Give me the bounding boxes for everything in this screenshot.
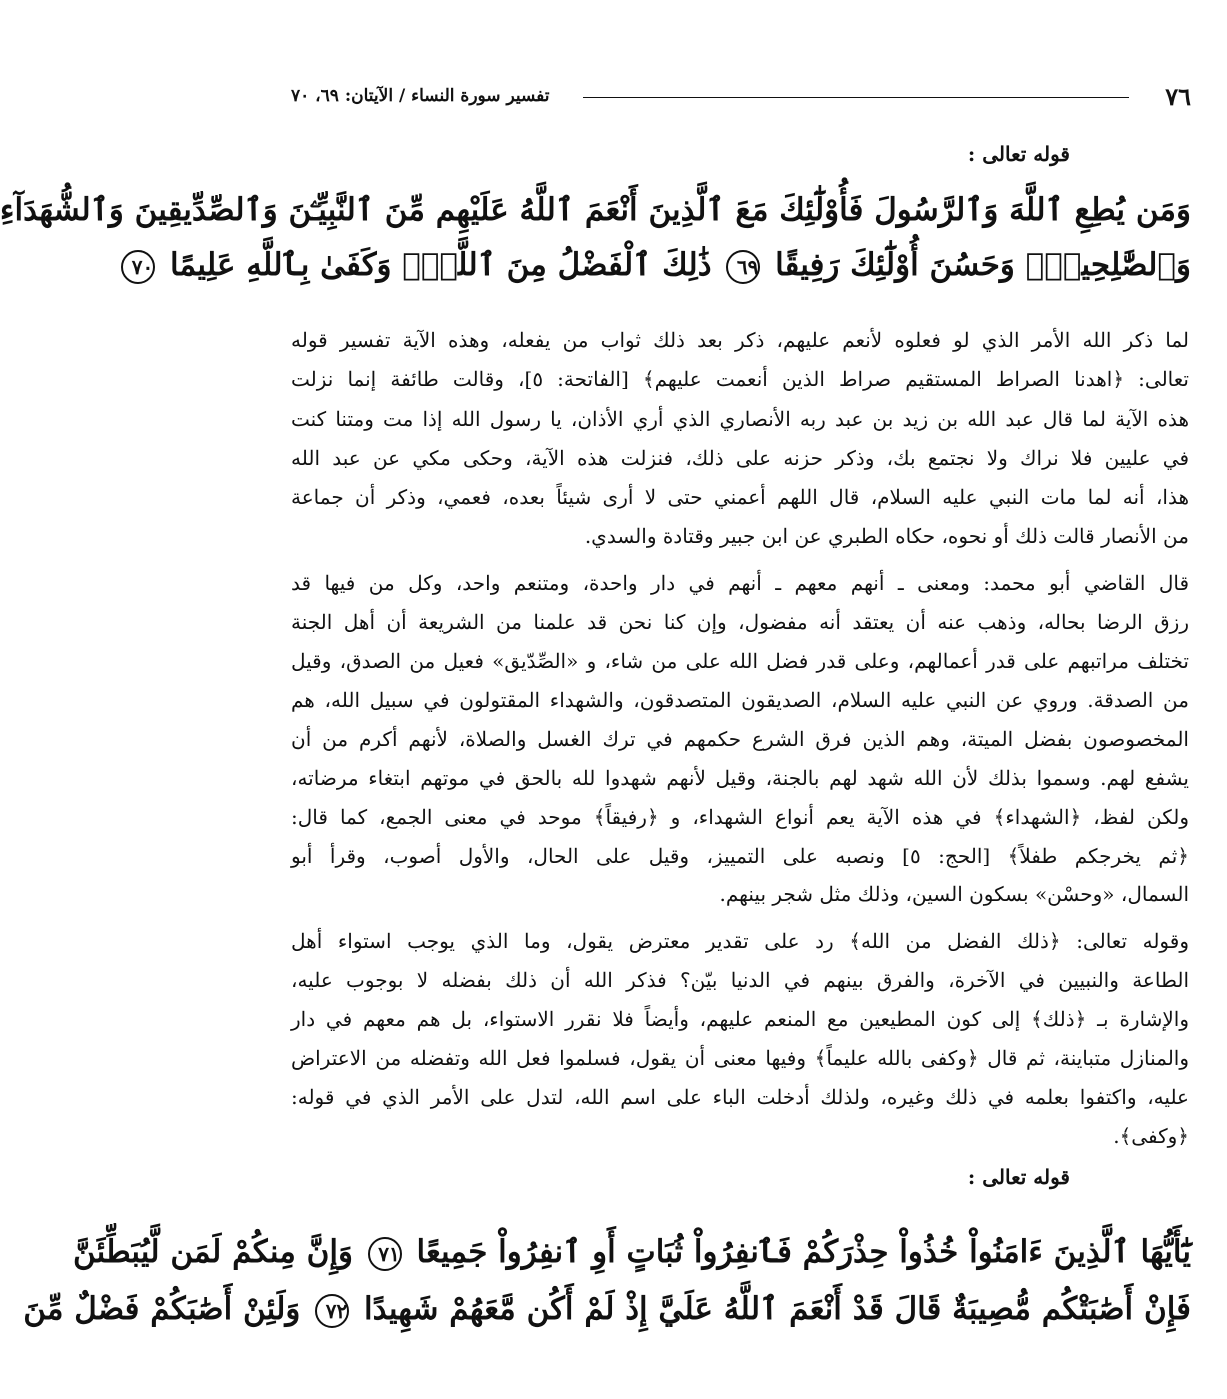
verse-label-2: قوله تعالى : [967,1165,1070,1189]
header-rule [583,97,1129,98]
page-number: ٧٦ [1165,82,1191,111]
paragraph-line: هذا، أنه لما مات النبي عليه السلام، قال اللهم أعمني حتى لا أرى شيئاً بعده، فعمي، وذكر أن جماعة [291,485,1189,509]
paragraph-line: والإشارة بـ ﴿ذلك﴾ إلى كون المطيعين مع المنعم عليهم، وأيضاً فلا نقرر الاستواء، بل هم معهم في دار [291,1007,1189,1031]
running-title: تفسير سورة النساء / الآيتان: ٦٩، ٧٠ [291,86,550,106]
verse-line [0,188,1191,236]
verse-text: وَٱلصَّٰلِحِينَۚ وَحَسُنَ أُوْلَٰٓئِكَ رَفِيقًا [775,247,1191,283]
ayah-number-marker: ٧٢ [315,1294,349,1328]
paragraph-line: السمال، «وحسْن» بسكون السين، وذلك مثل شجر بينهم. [719,882,1189,906]
verse-label-1: قوله تعالى : [967,142,1070,166]
verse-text: وَمَن يُطِعِ ٱللَّهَ وَٱلرَّسُولَ فَأُوْلَٰٓئِكَ مَعَ ٱلَّذِينَ أَنْعَمَ ٱللَّهُ عَلَيْهِم مِّنَ ٱلنَّبِيِّـۧنَ وَٱلصِّدِّيقِينَ وَٱلشُّهَدَآءِ [0,192,1191,228]
paragraph-line: تختلف مراتبهم على قدر أعمالهم، وعلى قدر فضل الله على من شاء، و «الصِّدّيق» فعيل من الصدق، وقيل [291,649,1189,673]
paragraph-line: هذه الآية لما قال عبد الله بن زيد بن عبد ربه الأنصاري الذي أري الأذان، يا رسول الله إذا مت ومتنا كنت [291,407,1189,431]
verse-line [131,243,1191,291]
paragraph-line: لما ذكر الله الأمر الذي لو فعلوه لأنعم عليهم، ذكر بعد ذلك ثواب من يفعله، وهذه الآية تفسير قوله [291,328,1189,352]
ayah-number-marker: ٧١ [368,1237,402,1271]
verse-text: وَلَئِنْ أَصَٰبَكُمْ فَضْلٌ مِّنَ [23,1291,301,1327]
running-header [291,82,1191,112]
paragraph-line: الطاعة والنبيين في الآخرة، والفرق بينهم في الدنيا بيّن؟ فذكر الله أن ذلك بفضله لا بوجوب عليه، [291,968,1189,992]
paragraph-line: من الأنصار قالت ذلك أو نحوه، حكاه الطبري عن ابن جبير وقتادة والسدي. [584,524,1189,548]
paragraph-line: تعالى: ﴿اهدنا الصراط المستقيم صراط الذين أنعمت عليهم﴾ [الفاتحة: ٥]، وقالت طائفة إنما نزلت [291,367,1189,391]
ayah-number-marker: ٧٠ [121,250,155,284]
verse-text: يَٰٓأَيُّهَا ٱلَّذِينَ ءَامَنُواْ خُذُواْ حِذْرَكُمْ فَٱنفِرُواْ ثُبَاتٍ أَوِ ٱنفِرُواْ جَمِيعًا [416,1234,1191,1270]
ayah-number-marker: ٦٩ [726,250,760,284]
paragraph-line: والمنازل متباينة، ثم قال ﴿وكفى بالله عليماً﴾ وفيها معنى أن يقول، فسلموا فعل الله وتفضله من الاعتراض [291,1046,1189,1070]
paragraph-line: المخصوصون بفضل الميتة، وهم الذين فرق الشرع حكمهم في ترك الغسل والصلاة، لأنهم أكرم من أن [291,727,1189,751]
verse-text: ذَٰلِكَ ٱلْفَضْلُ مِنَ ٱللَّهِۚ وَكَفَىٰ بِٱللَّهِ عَلِيمًا [169,247,712,283]
paragraph-line: يشفع لهم. وسموا بذلك لأن الله شهد لهم بالجنة، وقيل لأنهم شهدوا لله بالحق في موتهم ابتغاء مرضاته، [291,766,1189,790]
verse-line [23,1287,1191,1335]
paragraph-line: رزق الرضا بحاله، وذهب عنه أن يعتقد أنه مفضول، وإن كنا نحن قد علمنا من الشريعة أن أهل الجنة [291,610,1189,634]
paragraph-line: ﴿ثم يخرجكم طفلاً﴾ [الحج: ٥] ونصبه على التمييز، وقيل على الحال، والأول أصوب، وقرأ أبو [291,844,1189,868]
verse-text: فَإِنْ أَصَٰبَتْكُم مُّصِيبَةٌ قَالَ قَدْ أَنْعَمَ ٱللَّهُ عَلَيَّ إِذْ لَمْ أَكُن مَّعَهُمْ شَهِيدًا [364,1291,1191,1327]
paragraph-line: عليه، واكتفوا بعلمه في ذلك وغيره، ولذلك أدخلت الباء على اسم الله، لتدل على الأمر الذي في قوله: [291,1085,1189,1109]
paragraph-line: وقوله تعالى: ﴿ذلك الفضل من الله﴾ رد على تقدير معترض يقول، وما الذي يوجب استواء أهل [291,929,1189,953]
paragraph-line: من الصدقة. وروي عن النبي عليه السلام، الصديقون المتصدقون، والشهداء المقتولون في سبيل الله، هم [291,688,1189,712]
paragraph-line: قال القاضي أبو محمد: ومعنى ـ أنهم معهم ـ أنهم في دار واحدة، ومتنعم واحد، وكل من فيها قد [291,571,1190,595]
paragraph-line: ولكن لفظ، ﴿الشهداء﴾ في هذه الآية يعم أنواع الشهداء، و ﴿رفيقاً﴾ موحد في معنى الجمع، كما قال: [291,805,1189,829]
verse-text: وَإِنَّ مِنكُمْ لَمَن لَّيُبَطِّئَنَّ [73,1234,353,1270]
verse-line [73,1230,1191,1278]
paragraph-line: في عليين فلا نراك ولا نجتمع بك، وذكر حزنه على ذلك، فنزلت هذه الآية، وحكى مكي عن عبد الله [291,446,1189,470]
paragraph-line: ﴿وكفى﴾. [1113,1124,1189,1148]
